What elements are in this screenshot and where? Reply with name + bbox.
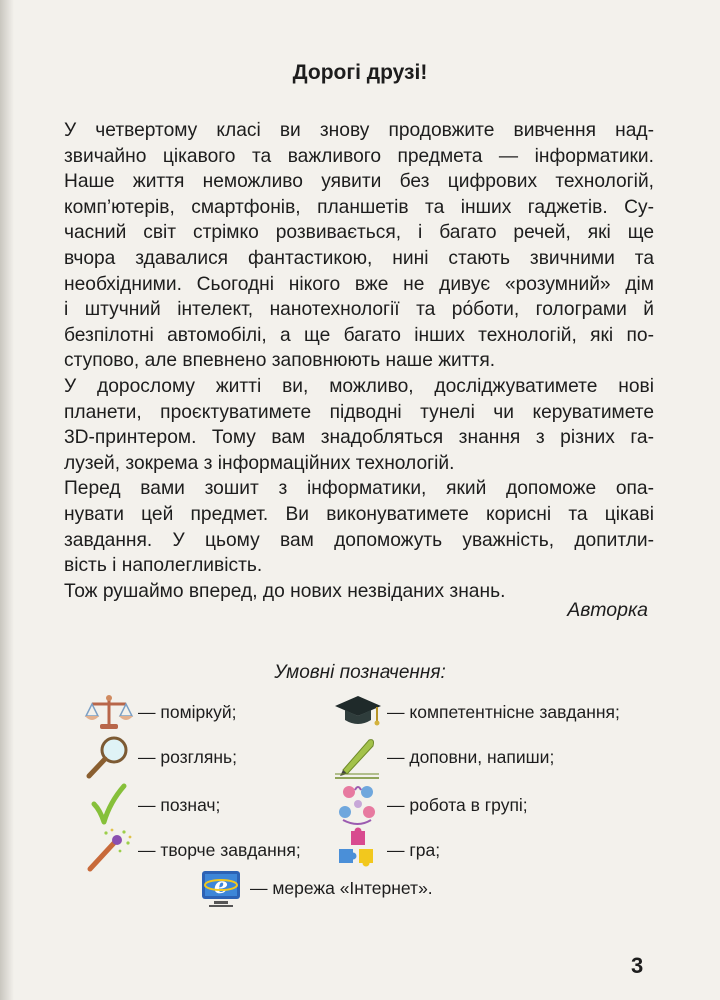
legend-item-complete-write: [333, 734, 554, 780]
legend-item-think: [84, 689, 236, 735]
text-line: завдання. У цьому вам допоможуть уважність, допитли-: [64, 529, 654, 551]
legend-label: — робота в групі;: [387, 794, 528, 815]
legend-label: — доповни, напиши;: [387, 746, 555, 767]
text-line: лузей, зокрема з інформаційних технологій.: [64, 452, 455, 474]
page-heading: Дорогі друзі!: [292, 61, 428, 84]
text-line: планети, проєктуватимете підводні тунелі чи керуватимете: [64, 401, 654, 423]
legend-item-internet: [196, 865, 433, 911]
svg-text:e: e: [214, 873, 228, 899]
legend-label: — поміркуй;: [138, 701, 237, 722]
paragraph-3: [64, 476, 654, 578]
text-line: комп’ютерів, смартфонів, планшетів та інших гаджетів. Су-: [64, 196, 654, 218]
legend-item-group-work: [333, 782, 528, 828]
text-line: нувати цей предмет. Ви виконуватимете корисні та цікаві: [64, 503, 654, 525]
paragraph-1: [64, 118, 654, 374]
legend-label: — творче завдання;: [138, 839, 301, 860]
text-line: ступово, але впевнено заповнюють наше життя.: [64, 350, 496, 372]
text-line: 3D-принтером. Тому вам знадобляться знання з різних га-: [64, 427, 654, 449]
text-line: У дорослому житті ви, можливо, досліджуватимете нові: [64, 375, 654, 397]
pen-icon: [333, 734, 383, 780]
intro-text: [64, 118, 654, 604]
text-line: часний світ стрімко розвивається, і багато речей, які ще: [64, 222, 654, 244]
graduation-cap-icon: [333, 689, 383, 735]
legend-item-examine: [84, 734, 237, 780]
text-line: вість і наполегливість.: [64, 555, 263, 577]
page-edge-shadow: [0, 0, 14, 1000]
text-line: У четвертому класі ви знову продовжите вивчення над-: [64, 120, 654, 141]
legend-label: — розглянь;: [138, 746, 237, 767]
magic-wand-icon: [84, 827, 134, 873]
paragraph-4: [64, 579, 654, 605]
text-line: необхідними. Сьогодні нікого вже не дивує «розумний» дім: [64, 273, 654, 295]
author-signature: Авторка: [567, 599, 648, 621]
scales-icon: [84, 689, 134, 735]
text-line: і штучний інтелект, нанотехнології та ро́боти, голограми й: [64, 299, 654, 321]
magnifier-icon: [84, 734, 134, 780]
text-line: звичайно цікавого та важливого предмета — інформатики.: [64, 145, 654, 167]
text-line: Тож рушаймо вперед, до нових незвіданих знань.: [64, 580, 506, 602]
legend-label: — гра;: [387, 839, 441, 860]
page-number: 3: [631, 953, 644, 978]
legend-label: — мережа «Інтернет».: [250, 877, 433, 898]
legend-item-mark: [84, 782, 220, 828]
internet-icon: [196, 865, 246, 911]
checkmark-icon: [84, 782, 134, 828]
group-work-icon: [333, 782, 383, 828]
text-line: Наше життя неможливо уявити без цифрових технологій,: [64, 171, 654, 193]
text-line: вчора здавалися фантастикою, нині стають звичними та: [64, 247, 654, 269]
legend-label: — компетентнісне завдання;: [387, 701, 620, 722]
legend-title: Умовні позначення:: [274, 662, 446, 683]
legend-item-competence: [333, 689, 620, 735]
text-line: Перед вами зошит з інформатики, який допоможе опа-: [64, 478, 654, 500]
text-line: безпілотні автомобілі, а ще багато інших технологій, які по-: [64, 324, 654, 346]
legend-label: — познач;: [138, 794, 221, 815]
paragraph-2: [64, 374, 654, 476]
